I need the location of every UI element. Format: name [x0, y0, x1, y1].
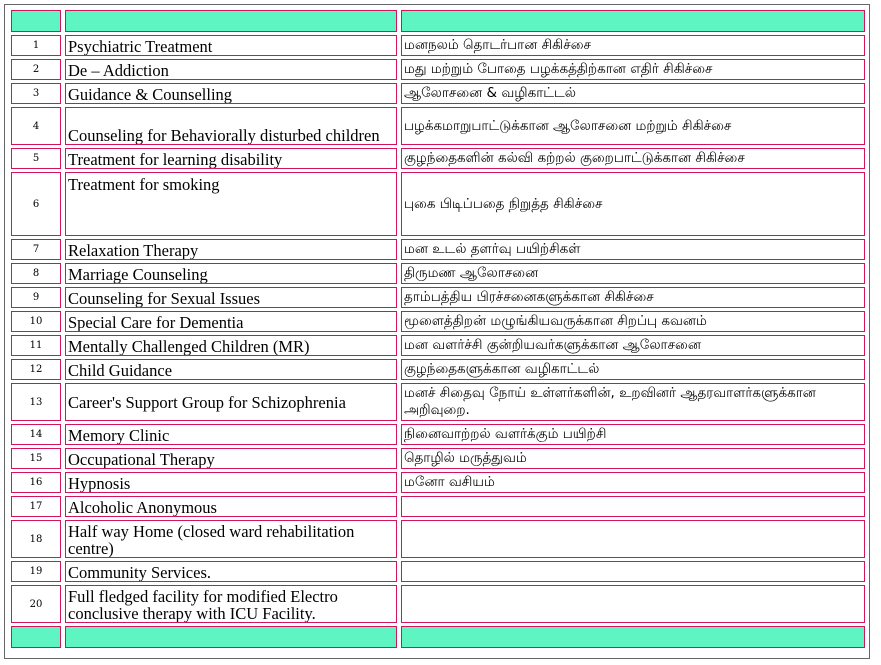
- service-tamil: திருமண ஆலோசனை: [401, 263, 865, 284]
- service-tamil: ஆலோசனை & வழிகாட்டல்: [401, 83, 865, 104]
- table-row: [11, 311, 865, 332]
- service-tamil: மன உடல் தளர்வு பயிற்சிகள்: [401, 239, 865, 260]
- service-english: Memory Clinic: [65, 424, 397, 445]
- row-number: 3: [11, 83, 61, 104]
- table-row: [11, 359, 865, 380]
- service-english: Career's Support Group for Schizophrenia: [65, 383, 397, 421]
- footer-cell-number: [11, 626, 61, 648]
- service-tamil: குழந்தைகளுக்கான வழிகாட்டல்: [401, 359, 865, 380]
- row-number: 7: [11, 239, 61, 260]
- table-row: [11, 561, 865, 582]
- row-number: 18: [11, 520, 61, 558]
- service-tamil: மன வளர்ச்சி குன்றியவர்களுக்கான ஆலோசனை: [401, 335, 865, 356]
- row-number: 20: [11, 585, 61, 623]
- footer-cell-english: [65, 626, 397, 648]
- row-number: 13: [11, 383, 61, 421]
- service-tamil: மனோ வசியம்: [401, 472, 865, 493]
- table-row: [11, 424, 865, 445]
- services-table: [7, 7, 869, 651]
- service-english: Counseling for Behaviorally disturbed children: [65, 107, 397, 145]
- service-english: Full fledged facility for modified Electro conclusive therapy with ICU Facility.: [65, 585, 397, 623]
- service-english: Relaxation Therapy: [65, 239, 397, 260]
- row-number: 9: [11, 287, 61, 308]
- row-number: 5: [11, 148, 61, 169]
- row-number: 10: [11, 311, 61, 332]
- service-tamil: மூளைத்திறன் மழுங்கியவருக்கான சிறப்பு கவனம்: [401, 311, 865, 332]
- footer-band-row: [11, 626, 865, 648]
- table-row: [11, 172, 865, 236]
- service-tamil: குழந்தைகளின் கல்வி கற்றல் குறைபாட்டுக்கான சிகிச்சை: [401, 148, 865, 169]
- service-tamil: மனநலம் தொடர்பான சிகிச்சை: [401, 35, 865, 56]
- table-row: [11, 59, 865, 80]
- row-number: 19: [11, 561, 61, 582]
- row-number: 16: [11, 472, 61, 493]
- footer-cell-tamil: [401, 626, 865, 648]
- service-tamil: மனச் சிதைவு நோய் உள்ளர்களின், உறவினர் ஆதரவாளர்களுக்கான அறிவுறை.: [401, 383, 865, 421]
- row-number: 17: [11, 496, 61, 517]
- service-english: Special Care for Dementia: [65, 311, 397, 332]
- table-row: [11, 239, 865, 260]
- table-row: [11, 520, 865, 558]
- service-english: Hypnosis: [65, 472, 397, 493]
- table-row: [11, 83, 865, 104]
- service-tamil: [401, 561, 865, 582]
- table-row: [11, 448, 865, 469]
- header-cell-tamil: [401, 10, 865, 32]
- service-english: Psychiatric Treatment: [65, 35, 397, 56]
- table-row: [11, 472, 865, 493]
- service-tamil: புகை பிடிப்பதை நிறுத்த சிகிச்சை: [401, 172, 865, 236]
- service-english: De – Addiction: [65, 59, 397, 80]
- table-row: [11, 335, 865, 356]
- service-english: Half way Home (closed ward rehabilitation centre): [65, 520, 397, 558]
- service-tamil: [401, 496, 865, 517]
- service-english: Mentally Challenged Children (MR): [65, 335, 397, 356]
- table-row: [11, 148, 865, 169]
- header-cell-number: [11, 10, 61, 32]
- service-tamil: [401, 520, 865, 558]
- row-number: 11: [11, 335, 61, 356]
- table-frame: [4, 4, 870, 659]
- service-english: Community Services.: [65, 561, 397, 582]
- header-cell-english: [65, 10, 397, 32]
- service-tamil: மது மற்றும் போதை பழக்கத்திற்கான எதிர் சிகிச்சை: [401, 59, 865, 80]
- row-number: 4: [11, 107, 61, 145]
- service-english: Marriage Counseling: [65, 263, 397, 284]
- header-band-row: [11, 10, 865, 32]
- row-number: 8: [11, 263, 61, 284]
- row-number: 15: [11, 448, 61, 469]
- table-row: [11, 107, 865, 145]
- service-english: Guidance & Counselling: [65, 83, 397, 104]
- table-row: [11, 35, 865, 56]
- service-tamil: [401, 585, 865, 623]
- table-row: [11, 585, 865, 623]
- row-number: 14: [11, 424, 61, 445]
- row-number: 1: [11, 35, 61, 56]
- service-english: Alcoholic Anonymous: [65, 496, 397, 517]
- row-number: 12: [11, 359, 61, 380]
- table-row: [11, 383, 865, 421]
- service-english: Counseling for Sexual Issues: [65, 287, 397, 308]
- service-english: Treatment for learning disability: [65, 148, 397, 169]
- row-number: 6: [11, 172, 61, 236]
- service-english: Child Guidance: [65, 359, 397, 380]
- service-tamil: தாம்பத்திய பிரச்சனைகளுக்கான சிகிச்சை: [401, 287, 865, 308]
- service-tamil: நினைவாற்றல் வளர்க்கும் பயிற்சி: [401, 424, 865, 445]
- service-english: Occupational Therapy: [65, 448, 397, 469]
- table-row: [11, 496, 865, 517]
- service-tamil: பழக்கமாறுபாட்டுக்கான ஆலோசனை மற்றும் சிகிச்சை: [401, 107, 865, 145]
- row-number: 2: [11, 59, 61, 80]
- service-english: Treatment for smoking: [65, 172, 397, 236]
- table-row: [11, 263, 865, 284]
- table-row: [11, 287, 865, 308]
- service-tamil: தொழில் மருத்துவம்: [401, 448, 865, 469]
